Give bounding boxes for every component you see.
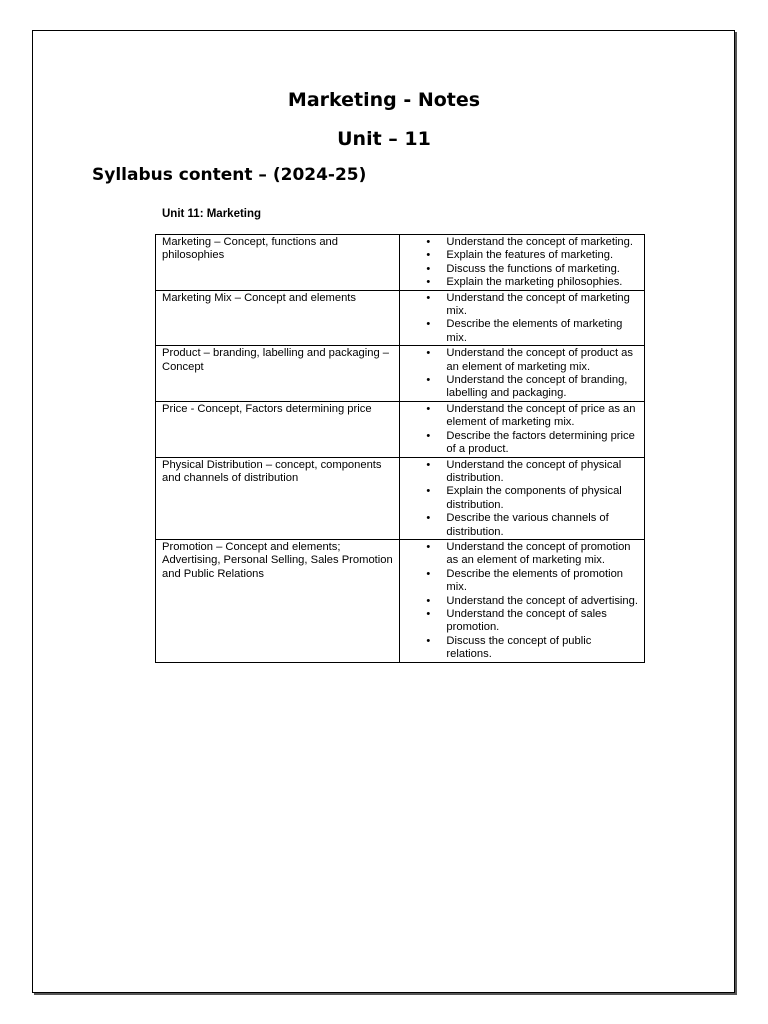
document-title: Marketing - Notes <box>287 89 481 111</box>
list-item: • Discuss the functions of marketing. <box>446 263 638 276</box>
outcomes-list <box>400 541 638 662</box>
table-row <box>156 539 645 662</box>
outcomes-cell <box>400 457 645 539</box>
list-item: • Explain the features of marketing. <box>446 249 638 262</box>
outcomes-list <box>400 292 638 346</box>
list-item: • Describe the elements of promotion mix. <box>446 568 638 595</box>
topic-cell: Price - Concept, Factors determining price <box>156 401 400 457</box>
outcomes-cell <box>400 290 645 346</box>
table-row <box>156 457 645 539</box>
table-row <box>156 235 645 291</box>
outcomes-cell <box>400 235 645 291</box>
outcomes-cell <box>400 346 645 402</box>
list-item: • Discuss the concept of public relations. <box>446 635 638 662</box>
list-item: • Understand the concept of marketing. <box>446 236 638 249</box>
list-item: • Understand the concept of sales promotion. <box>446 608 638 635</box>
outcomes-list <box>400 236 638 290</box>
list-item: • Understand the concept of product as an element of marketing mix. <box>446 347 638 374</box>
list-item: • Describe the various channels of distribution. <box>446 512 638 539</box>
syllabus-heading: Syllabus content – (2024-25) <box>92 165 367 185</box>
list-item: • Understand the concept of branding, labelling and packaging. <box>446 374 638 401</box>
table-row <box>156 346 645 402</box>
list-item: • Understand the concept of advertising. <box>446 595 638 608</box>
outcomes-list <box>400 347 638 401</box>
outcomes-list <box>400 403 638 457</box>
unit-title: Unit – 11 <box>337 128 431 150</box>
list-item: • Understand the concept of promotion as an element of marketing mix. <box>446 541 638 568</box>
list-item: • Explain the marketing philosophies. <box>446 276 638 289</box>
topic-cell: Marketing – Concept, functions and philosophies <box>156 235 400 291</box>
list-item: • Describe the factors determining price of a product. <box>446 430 638 457</box>
outcomes-cell <box>400 539 645 662</box>
syllabus-table-body <box>156 235 645 663</box>
list-item: • Explain the components of physical distribution. <box>446 485 638 512</box>
table-caption: Unit 11: Marketing <box>162 208 262 220</box>
table-row <box>156 290 645 346</box>
topic-cell: Product – branding, labelling and packaging – Concept <box>156 346 400 402</box>
table-row <box>156 401 645 457</box>
list-item: • Understand the concept of physical distribution. <box>446 459 638 486</box>
outcomes-cell <box>400 401 645 457</box>
list-item: • Understand the concept of price as an element of marketing mix. <box>446 403 638 430</box>
syllabus-table <box>155 234 645 663</box>
outcomes-list <box>400 459 638 539</box>
topic-cell: Promotion – Concept and elements; Advertising, Personal Selling, Sales Promotion and Public Relations <box>156 539 400 662</box>
list-item: • Describe the elements of marketing mix. <box>446 318 638 345</box>
topic-cell: Marketing Mix – Concept and elements <box>156 290 400 346</box>
topic-cell: Physical Distribution – concept, components and channels of distribution <box>156 457 400 539</box>
list-item: • Understand the concept of marketing mix. <box>446 292 638 319</box>
